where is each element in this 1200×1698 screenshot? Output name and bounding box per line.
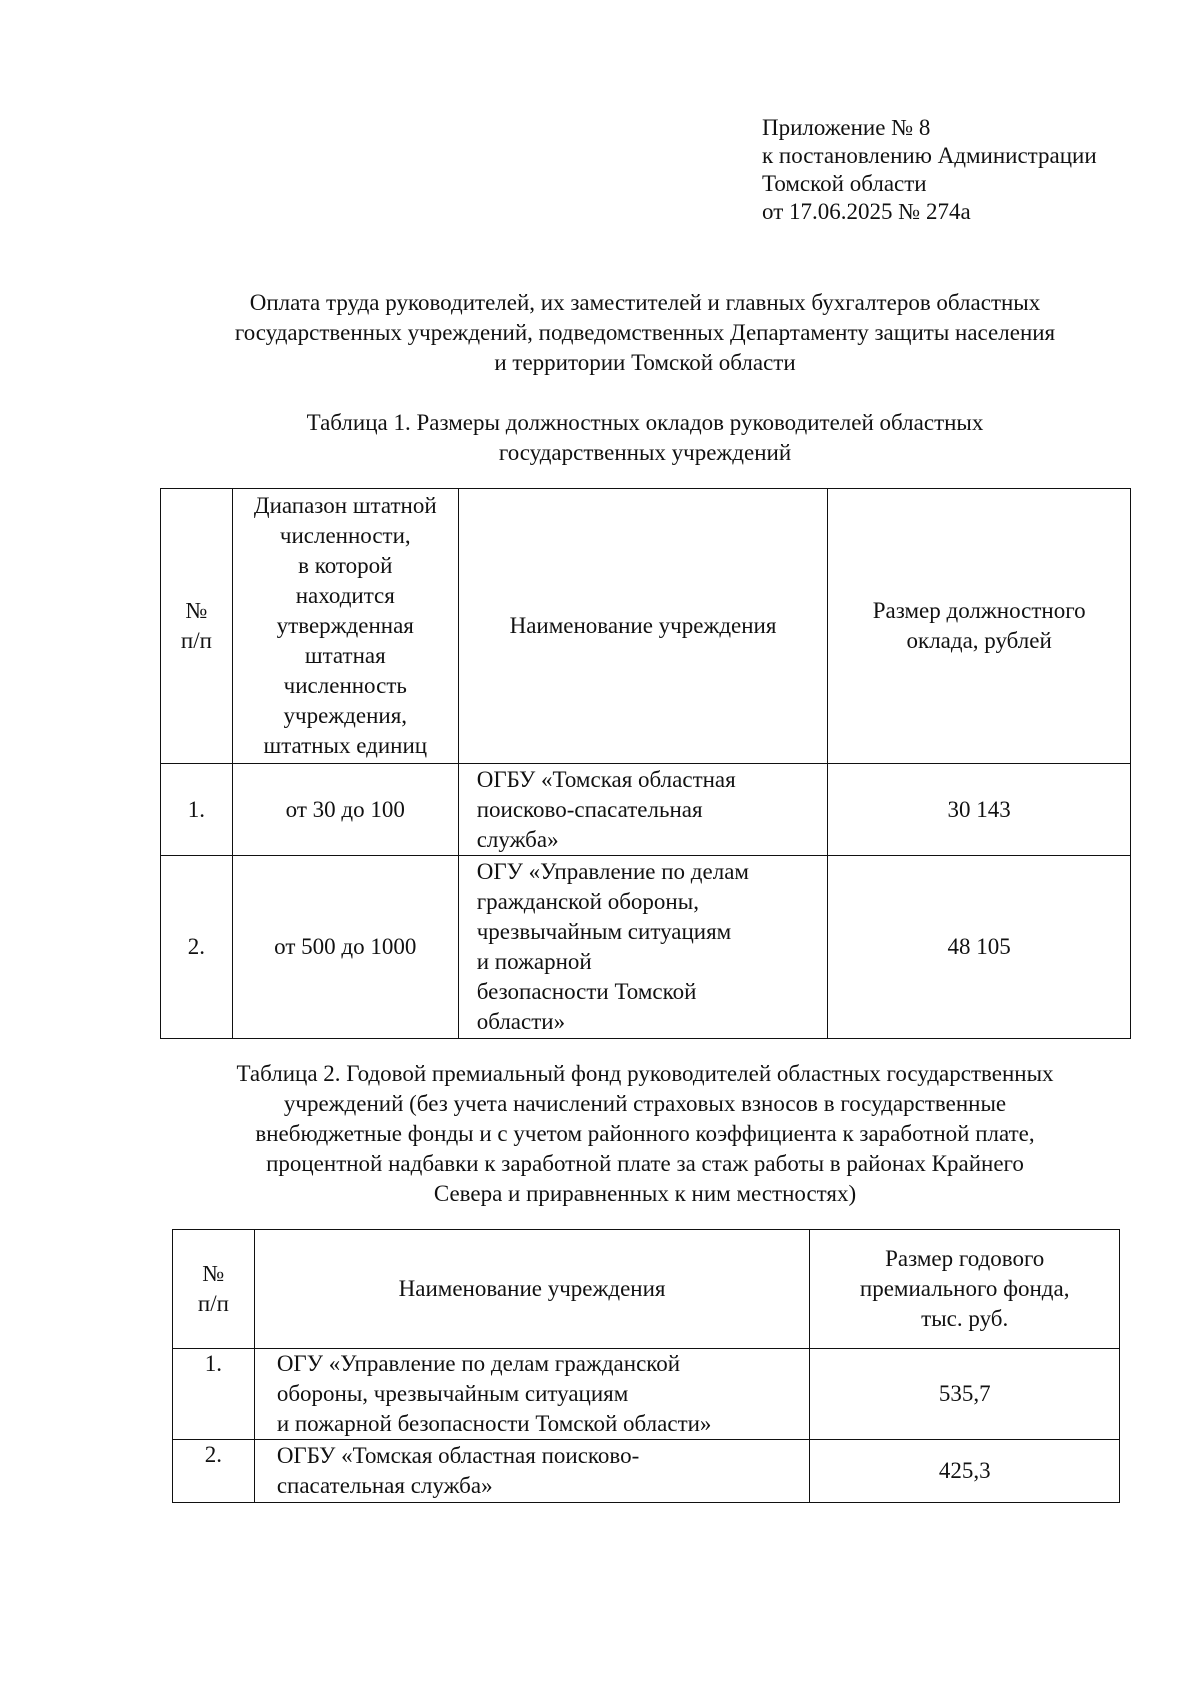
table2-title (140, 1059, 1150, 1209)
table2-title-line: Севера и приравненных к ним местностях) (433, 1181, 857, 1206)
appendix-line: к постановлению Администрации (762, 143, 1097, 168)
appendix-line: от 17.06.2025 № 274а (762, 199, 971, 224)
title-line: государственных учреждений, подведомственных Департаменту защиты населения (234, 320, 1056, 345)
row-num: 2. (173, 1440, 255, 1503)
row-num: 1. (173, 1349, 255, 1440)
document-title (130, 288, 1160, 378)
table1-title-line: Таблица 1. Размеры должностных окладов руководителей областных (306, 410, 984, 435)
row-salary: 48 105 (828, 856, 1131, 1039)
row-institution-name: ОГБУ «Томская областная поисково-спасательная служба» (458, 764, 828, 856)
table2-header-row (173, 1230, 1120, 1349)
header-salary: Размер должностного оклада, рублей (828, 489, 1131, 764)
table-row (173, 1349, 1120, 1440)
row-num: 1. (161, 764, 233, 856)
row-salary: 30 143 (828, 764, 1131, 856)
table-row (161, 764, 1131, 856)
row-staff-range: от 30 до 100 (232, 764, 458, 856)
salary-table (160, 488, 1131, 1039)
header-institution-name: Наименование учреждения (254, 1230, 810, 1349)
table2-title-line: процентной надбавки к заработной плате за стаж работы в районах Крайнего (266, 1151, 1024, 1176)
table1-header-row (161, 489, 1131, 764)
table-row (173, 1440, 1120, 1503)
row-institution-name: ОГУ «Управление по делам гражданской обороны, чрезвычайным ситуациям и пожарной безопасности Томской области» (458, 856, 828, 1039)
table2-title-line: учреждений (без учета начислений страховых взносов в государственные (283, 1091, 1007, 1116)
header-bonus-fund: Размер годового премиального фонда, тыс. руб. (810, 1230, 1120, 1349)
header-staff-range: Диапазон штатной численности, в которой находится утвержденная штатная численность учреждения, штатных единиц (232, 489, 458, 764)
appendix-reference (762, 114, 1097, 226)
table1-title (150, 408, 1140, 468)
appendix-line: Томской области (762, 171, 927, 196)
table1-title-line: государственных учреждений (498, 440, 792, 465)
row-institution-name: ОГБУ «Томская областная поисково- спасательная служба» (254, 1440, 810, 1503)
row-bonus-fund: 425,3 (810, 1440, 1120, 1503)
bonus-fund-table (172, 1229, 1120, 1503)
row-staff-range: от 500 до 1000 (232, 856, 458, 1039)
table-row (161, 856, 1131, 1039)
row-num: 2. (161, 856, 233, 1039)
table2-title-line: внебюджетные фонды и с учетом районного коэффициента к заработной плате, (255, 1121, 1035, 1146)
title-line: и территории Томской области (494, 350, 796, 375)
header-num: № п/п (173, 1230, 255, 1349)
row-bonus-fund: 535,7 (810, 1349, 1120, 1440)
title-line: Оплата труда руководителей, их заместителей и главных бухгалтеров областных (249, 290, 1041, 315)
row-institution-name: ОГУ «Управление по делам гражданской обороны, чрезвычайным ситуациям и пожарной безопасности Томской области» (254, 1349, 810, 1440)
header-num: № п/п (161, 489, 233, 764)
table2-title-line: Таблица 2. Годовой премиальный фонд руководителей областных государственных (236, 1061, 1054, 1086)
appendix-line: Приложение № 8 (762, 115, 931, 140)
header-institution-name: Наименование учреждения (458, 489, 828, 764)
